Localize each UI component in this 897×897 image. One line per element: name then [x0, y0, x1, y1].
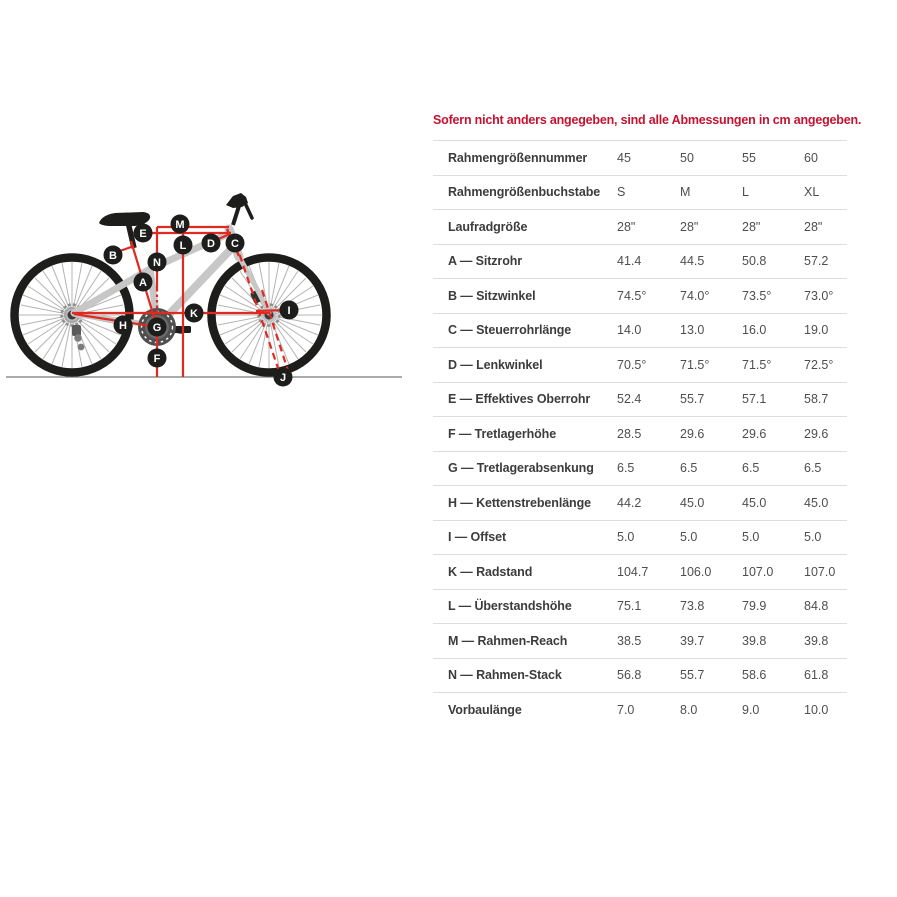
label-m-letter: M — [175, 219, 185, 231]
row-label: C — Steuerrohrlänge — [448, 323, 572, 338]
row-value-size-50: 50 — [680, 150, 694, 165]
row-value-size-45: 5.0 — [617, 530, 635, 545]
row-value-size-50: 13.0 — [680, 323, 705, 338]
label-j-letter: J — [279, 372, 287, 384]
row-value-size-45: 7.0 — [617, 702, 635, 717]
table-row — [433, 554, 847, 589]
label-f-letter: F — [153, 353, 161, 365]
row-value-size-55: 9.0 — [742, 702, 760, 717]
table-row — [433, 623, 847, 658]
label-c-bubble — [226, 234, 245, 253]
bike-geometry-diagram — [0, 0, 420, 400]
row-value-size-50: M — [680, 185, 691, 200]
units-note: Sofern nicht anders angegeben, sind alle Abmessungen in cm angegeben. — [433, 113, 862, 127]
row-value-size-45: 74.5° — [617, 288, 647, 303]
row-value-size-55: 57.1 — [742, 392, 767, 407]
row-label: N — Rahmen-Stack — [448, 668, 562, 683]
row-value-size-55: 55 — [742, 150, 756, 165]
row-value-size-55: 50.8 — [742, 254, 767, 269]
label-b-bubble — [104, 246, 123, 265]
row-value-size-55: 5.0 — [742, 530, 760, 545]
label-h-letter: H — [119, 320, 127, 332]
row-value-size-50: 8.0 — [680, 702, 698, 717]
row-value-size-60: 5.0 — [804, 530, 822, 545]
row-value-size-50: 44.5 — [680, 254, 705, 269]
label-l-bubble — [174, 236, 193, 255]
row-value-size-60: 57.2 — [804, 254, 829, 269]
label-n-bubble — [148, 253, 167, 272]
row-value-size-50: 6.5 — [680, 461, 698, 476]
label-e-bubble — [134, 224, 153, 243]
row-value-size-55: 45.0 — [742, 495, 767, 510]
row-value-size-50: 71.5° — [680, 357, 710, 372]
row-value-size-60: 107.0 — [804, 564, 836, 579]
label-d-letter: D — [207, 238, 215, 250]
geometry-table — [433, 140, 847, 727]
row-value-size-50: 5.0 — [680, 530, 698, 545]
row-label: Vorbaulänge — [448, 702, 522, 717]
row-value-size-60: 19.0 — [804, 323, 829, 338]
row-value-size-45: 38.5 — [617, 633, 642, 648]
row-value-size-45: 70.5° — [617, 357, 647, 372]
row-value-size-55: 58.6 — [742, 668, 767, 683]
row-value-size-50: 28" — [680, 219, 699, 234]
table-row — [433, 692, 847, 727]
table-row — [433, 485, 847, 520]
row-label: M — Rahmen-Reach — [448, 633, 568, 648]
row-value-size-55: 39.8 — [742, 633, 767, 648]
row-value-size-55: 73.5° — [742, 288, 772, 303]
row-value-size-50: 106.0 — [680, 564, 712, 579]
table-row — [433, 209, 847, 244]
row-value-size-45: 75.1 — [617, 599, 642, 614]
row-label: Rahmengrößennummer — [448, 150, 588, 165]
row-value-size-60: 60 — [804, 150, 818, 165]
row-value-size-45: 28" — [617, 219, 636, 234]
row-value-size-55: 107.0 — [742, 564, 774, 579]
row-value-size-45: 28.5 — [617, 426, 642, 441]
row-value-size-55: 79.9 — [742, 599, 767, 614]
row-value-size-50: 74.0° — [680, 288, 710, 303]
row-value-size-60: 45.0 — [804, 495, 829, 510]
row-value-size-45: 56.8 — [617, 668, 642, 683]
row-label: Rahmengrößenbuchstabe — [448, 185, 601, 200]
table-row — [433, 589, 847, 624]
label-g-bubble — [148, 318, 167, 337]
row-value-size-55: 71.5° — [742, 357, 772, 372]
row-value-size-55: 28" — [742, 219, 761, 234]
label-e-letter: E — [139, 228, 147, 240]
row-value-size-60: 72.5° — [804, 357, 834, 372]
row-value-size-60: 58.7 — [804, 392, 829, 407]
table-row — [433, 382, 847, 417]
table-row — [433, 347, 847, 382]
label-f-bubble — [148, 349, 167, 368]
table-row — [433, 313, 847, 348]
row-label: A — Sitzrohr — [448, 254, 523, 269]
table-row — [433, 140, 847, 175]
table-row — [433, 244, 847, 279]
row-value-size-55: 16.0 — [742, 323, 767, 338]
label-i-letter: I — [287, 305, 291, 317]
row-value-size-45: 45 — [617, 150, 631, 165]
row-value-size-60: 39.8 — [804, 633, 829, 648]
row-value-size-50: 73.8 — [680, 599, 705, 614]
row-value-size-45: 6.5 — [617, 461, 635, 476]
row-value-size-55: 6.5 — [742, 461, 760, 476]
label-n-letter: N — [153, 257, 161, 269]
row-value-size-60: 84.8 — [804, 599, 829, 614]
row-label: H — Kettenstrebenlänge — [448, 495, 591, 510]
label-l-letter: L — [179, 240, 187, 252]
label-j-bubble — [274, 368, 293, 387]
row-label: I — Offset — [448, 530, 507, 545]
row-label: L — Überstandshöhe — [448, 599, 572, 614]
label-c-letter: C — [231, 238, 239, 250]
row-value-size-50: 39.7 — [680, 633, 705, 648]
label-b-letter: B — [109, 250, 117, 262]
row-value-size-60: XL — [804, 185, 820, 200]
row-value-size-55: L — [742, 185, 749, 200]
row-value-size-60: 28" — [804, 219, 823, 234]
table-row — [433, 658, 847, 693]
label-k-bubble — [185, 304, 204, 323]
row-value-size-45: 14.0 — [617, 323, 642, 338]
row-value-size-45: 104.7 — [617, 564, 649, 579]
row-label: B — Sitzwinkel — [448, 288, 536, 303]
row-label: F — Tretlagerhöhe — [448, 426, 557, 441]
row-value-size-45: 41.4 — [617, 254, 642, 269]
row-value-size-50: 55.7 — [680, 392, 705, 407]
rear-derailleur — [72, 325, 84, 350]
row-value-size-55: 29.6 — [742, 426, 767, 441]
label-d-bubble — [202, 234, 221, 253]
label-i-bubble — [280, 301, 299, 320]
table-row — [433, 451, 847, 486]
row-label: D — Lenkwinkel — [448, 357, 543, 372]
row-label: K — Radstand — [448, 564, 533, 579]
row-label: Laufradgröße — [448, 219, 528, 234]
row-value-size-45: 44.2 — [617, 495, 642, 510]
table-row — [433, 520, 847, 555]
row-value-size-50: 45.0 — [680, 495, 705, 510]
row-value-size-60: 10.0 — [804, 702, 829, 717]
table-row — [433, 416, 847, 451]
row-value-size-50: 29.6 — [680, 426, 705, 441]
geometry-table-section — [433, 112, 897, 727]
row-value-size-60: 73.0° — [804, 288, 834, 303]
row-value-size-50: 55.7 — [680, 668, 705, 683]
label-k-letter: K — [190, 308, 198, 320]
row-label: E — Effektives Oberrohr — [448, 392, 591, 407]
label-a-bubble — [134, 273, 153, 292]
row-value-size-45: 52.4 — [617, 392, 642, 407]
table-row — [433, 175, 847, 210]
label-a-letter: A — [139, 277, 147, 289]
handlebar — [226, 193, 252, 225]
label-h-bubble — [114, 316, 133, 335]
row-value-size-60: 6.5 — [804, 461, 822, 476]
label-g-letter: G — [152, 322, 162, 334]
table-row — [433, 278, 847, 313]
row-value-size-45: S — [617, 185, 626, 200]
row-label: G — Tretlagerabsenkung — [448, 461, 594, 476]
label-m-bubble — [171, 215, 190, 234]
row-value-size-60: 61.8 — [804, 668, 829, 683]
row-value-size-60: 29.6 — [804, 426, 829, 441]
